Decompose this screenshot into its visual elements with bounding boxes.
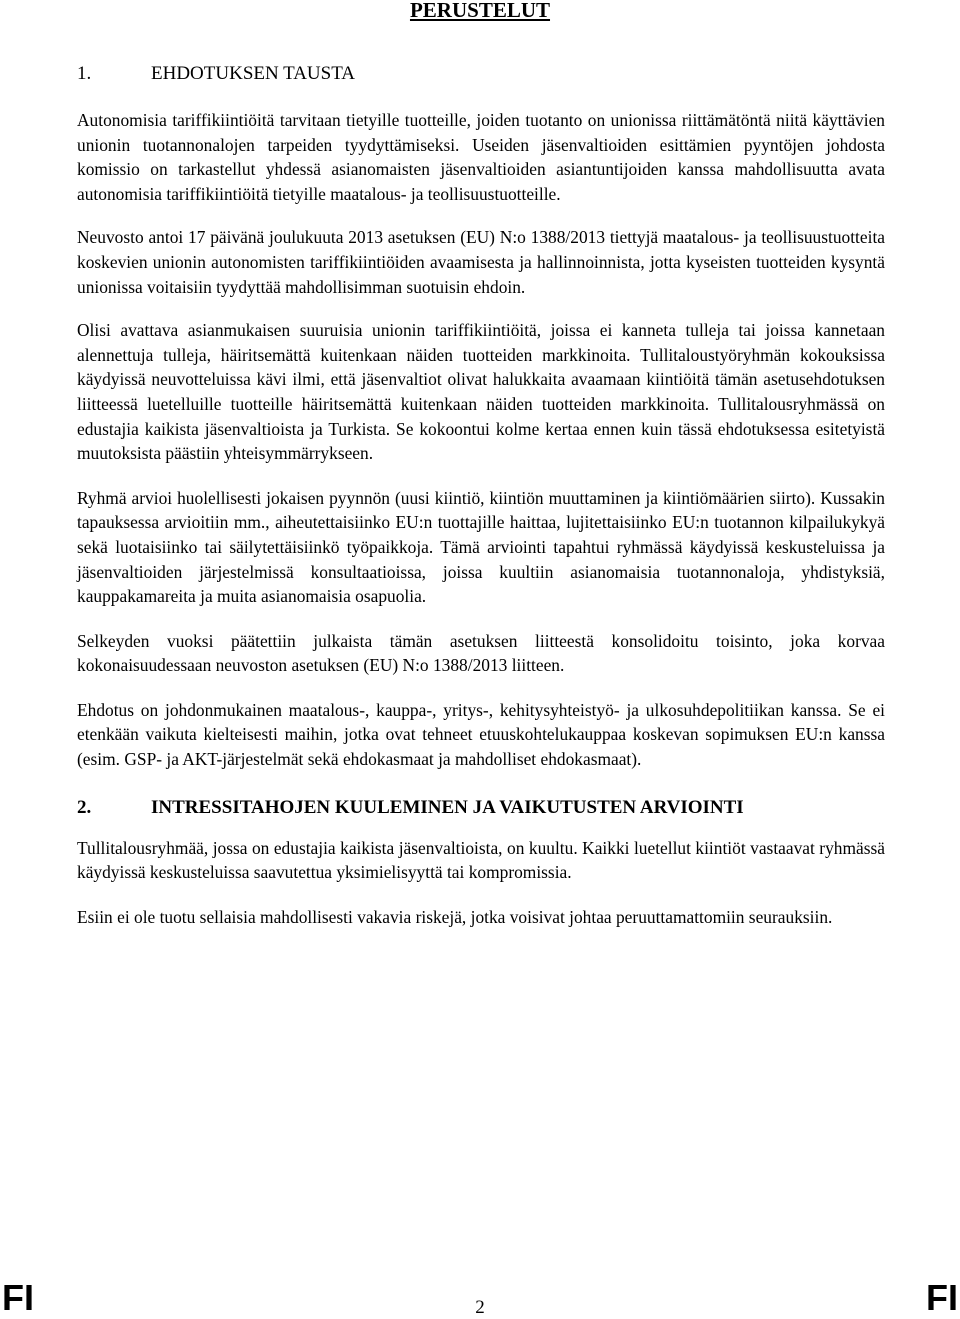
document-body (77, 60, 885, 929)
paragraph: Olisi avattava asianmukaisen suuruisia unionin tariffikiintiöitä, joissa ei kanneta tulleja tai joissa kannetaan alennettuja tulleja, häiritsemättä kuitenkaan näiden tuotteiden markkinoita. Tullitaloustyöryhmän kokouksissa käydyissä neuvotteluissa kävi ilmi, että jäsenvaltiot olivat halukkaita avaamaan kiintiöitä tämän asetusehdotuksen liitteessä luetelluille tuotteille häiritsemättä kuitenkaan näiden tuotteiden markkinoita. Tullitalousryhmässä on edustajia kaikista jäsenvaltioista ja Turkista. Se kokoontui kolme kertaa ennen kuin tässä ehdotuksessa esitetyistä muutoksista päästiin yhteisymmärrykseen. (77, 320, 885, 464)
paragraph: Ehdotus on johdonmukainen maatalous-, kauppa-, yritys-, kehitysyhteistyö- ja ulkosuhdepolitiikan kanssa. Se ei etenkään vaikuta kielteisesti maihin, jotka ovat tehneet etuuskohtelukauppaa koskevan sopimuksen EU:n kanssa (esim. GSP- ja AKT-järjestelmät sekä ehdokasmaat ja mahdolliset ehdokasmaat). (77, 699, 885, 770)
paragraph: Tullitalousryhmää, jossa on edustajia kaikista jäsenvaltioista, on kuultu. Kaikki luetellut kiintiöt vastaavat ryhmässä käydyissä keskusteluissa saavutettua yksimielisyyttä tai kompromissia. (77, 837, 885, 883)
section-2-number: 2. (77, 796, 92, 818)
section-1-number: 1. (77, 63, 92, 84)
paragraph: Ryhmä arvioi huolellisesti jokaisen pyynnön (uusi kiintiö, kiintiön muuttaminen ja kiintiömäärien siirto). Kussakin tapauksessa arvioitiin mm., aiheutettaisiinko EU:n tuottajille haittaa, lujitettaisiinko EU:n tuotannon kilpailukykyä sekä luotaisiinko tai säilytettäisiinkö työpaikkoja. Tämä arviointi tapahtui ryhmässä käydyissä keskusteluissa ja jäsenvaltioiden järjestelmissä konsultaatioissa, joissa kuultiin asianomaisia tuotannonaloja, yhdistyksiä, kauppakamareita ja muita asianomaisia osapuolia. (77, 487, 885, 607)
paragraph: Selkeyden vuoksi päätettiin julkaista tämän asetuksen liitteestä konsolidoitu toisinto, joka korvaa kokonaisuudessaan neuvoston asetuksen (EU) N:o 1388/2013 liitteen. (77, 630, 885, 676)
section-1-heading (77, 60, 885, 88)
page-number: 2 (475, 1297, 485, 1318)
footer-language-code-right: FI (926, 1277, 958, 1318)
paragraph: Autonomisia tariffikiintiöitä tarvitaan tietyille tuotteille, joiden tuotanto on unionissa riittämätöntä niitä käyttävien unionin tuotannonalojen tarpeiden tyydyttämiseksi. Useiden jäsenvaltioiden esittämien pyyntöjen johdosta komissio on tarkastellut yhdessä asianomaisten jäsenvaltioiden asiantuntijoiden kanssa mahdollisuutta avata autonomisia tariffikiintiöitä tietyille maatalous- ja teollisuustuotteille. (77, 110, 885, 204)
paragraph: Neuvosto antoi 17 päivänä joulukuuta 2013 asetuksen (EU) N:o 1388/2013 tiettyjä maatalous- ja teollisuustuotteita koskevien unionin autonomisten tariffikiintiöiden avaamisesta ja hallinnoinnista, jotta kyseisten tuotteiden kysyntä unionissa voitaisiin tyydyttää mahdollisimman suotuisin ehdoin. (77, 227, 885, 297)
section-2-title: INTRESSITAHOJEN KUULEMINEN JA VAIKUTUSTEN ARVIOINTI (151, 796, 744, 818)
page-title: PERUSTELUT (409, 0, 551, 22)
paragraph: Esiin ei ole tuotu sellaisia mahdollisesti vakavia riskejä, jotka voisivat johtaa peruuttamattomiin seurauksiin. (77, 906, 833, 927)
section-1-title: EHDOTUKSEN TAUSTA (151, 63, 356, 84)
footer-language-code-left: FI (2, 1277, 34, 1318)
section-2-heading (77, 794, 885, 822)
